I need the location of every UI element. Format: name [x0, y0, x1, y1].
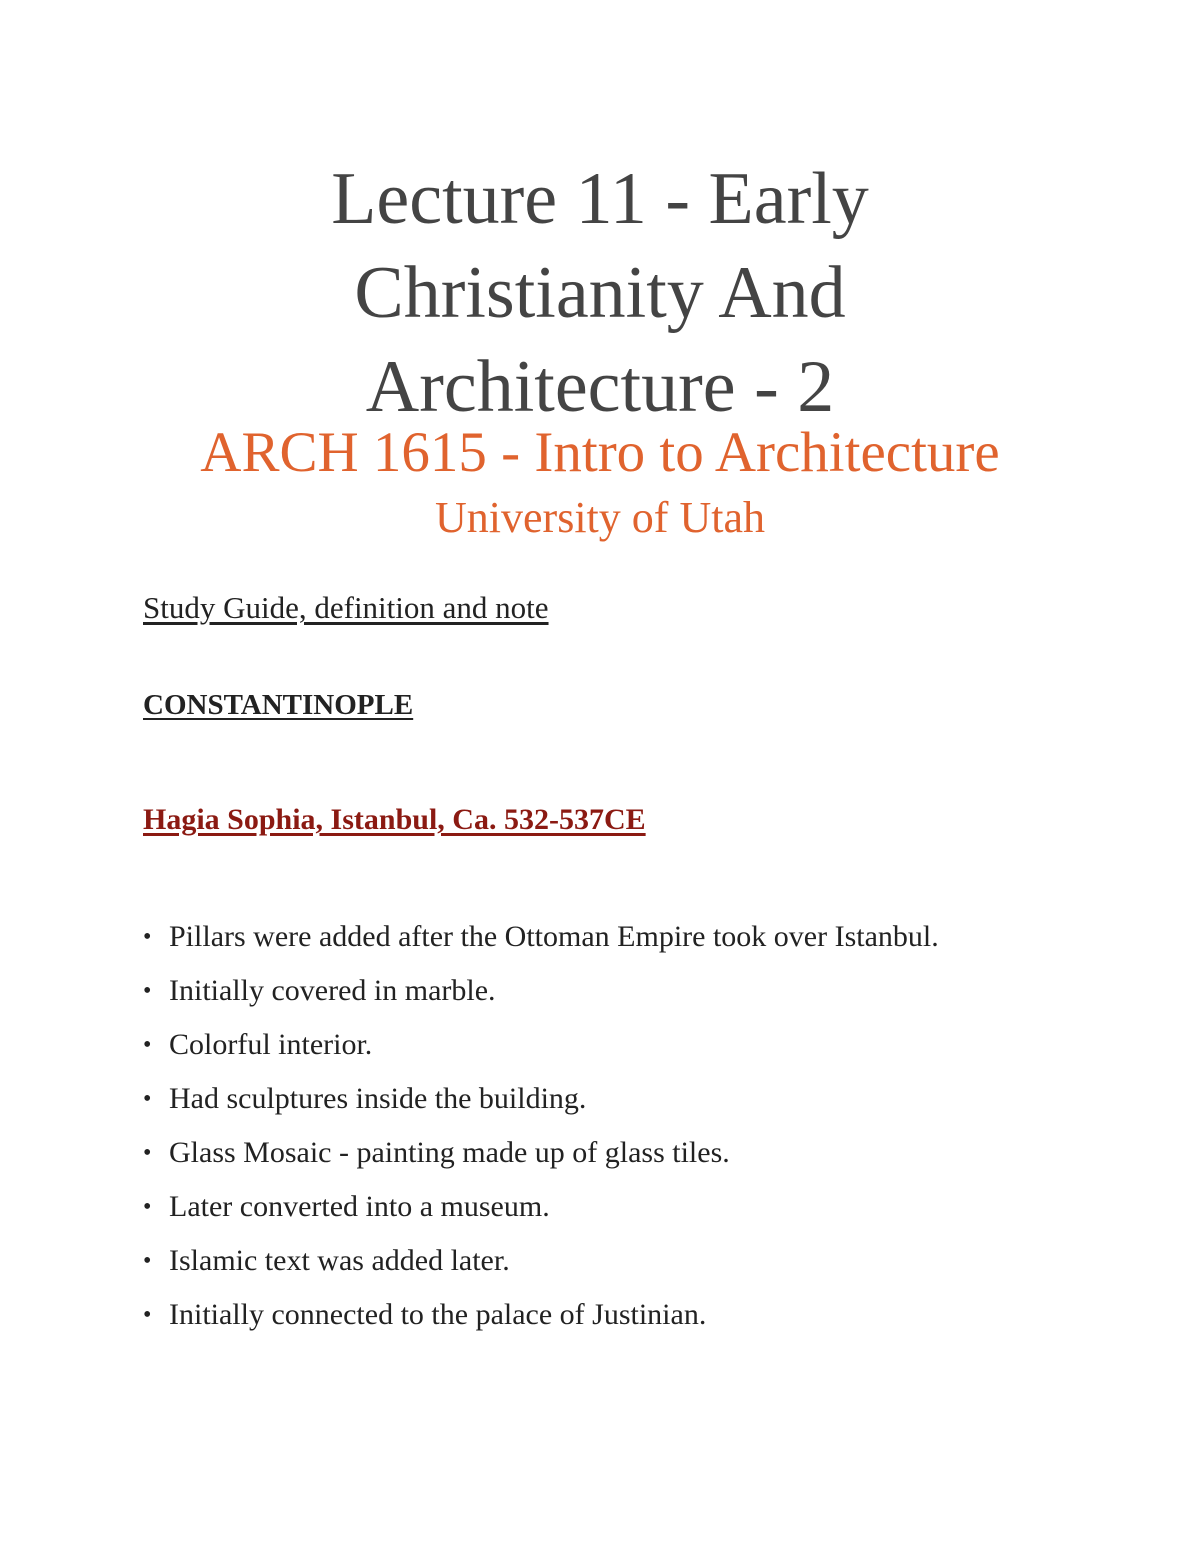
study-guide-heading: Study Guide, definition and note [143, 590, 549, 625]
list-item [143, 1020, 983, 1070]
list-item [143, 1128, 983, 1178]
bullet-icon: • [143, 978, 152, 1004]
list-item-text: Pillars were added after the Ottoman Empire took over Istanbul. [169, 920, 939, 953]
list-item-text: Initially connected to the palace of Justinian. [169, 1298, 707, 1331]
list-item-text: Had sculptures inside the building. [169, 1082, 587, 1115]
list-item [143, 1074, 983, 1124]
subsection-heading: Hagia Sophia, Istanbul, Ca. 532-537CE [143, 803, 646, 836]
university-subtitle: University of Utah [435, 493, 765, 542]
bullet-icon: • [143, 1302, 152, 1328]
list-item [143, 912, 983, 962]
title-line-1: Lecture 11 - Early [331, 158, 869, 240]
section-heading: CONSTANTINOPLE [143, 689, 414, 721]
list-item [143, 1290, 983, 1340]
bullet-icon: • [143, 1194, 152, 1220]
list-item [143, 966, 983, 1016]
notes-bullet-list [143, 912, 983, 1344]
list-item-text: Later converted into a museum. [169, 1190, 550, 1223]
title-line-2: Christianity And [354, 252, 846, 334]
bullet-icon: • [143, 1032, 152, 1058]
bullet-icon: • [143, 1086, 152, 1112]
bullet-icon: • [143, 924, 152, 950]
course-subtitle: ARCH 1615 - Intro to Architecture [200, 421, 1000, 484]
list-item-text: Glass Mosaic - painting made up of glass tiles. [169, 1136, 730, 1169]
list-item [143, 1236, 983, 1286]
bullet-icon: • [143, 1140, 152, 1166]
list-item-text: Initially covered in marble. [169, 974, 496, 1007]
lecture-title [0, 152, 1200, 434]
list-item-text: Islamic text was added later. [169, 1244, 510, 1277]
list-item-text: Colorful interior. [169, 1028, 373, 1061]
list-item [143, 1182, 983, 1232]
title-line-3: Architecture - 2 [365, 346, 835, 428]
bullet-icon: • [143, 1248, 152, 1274]
